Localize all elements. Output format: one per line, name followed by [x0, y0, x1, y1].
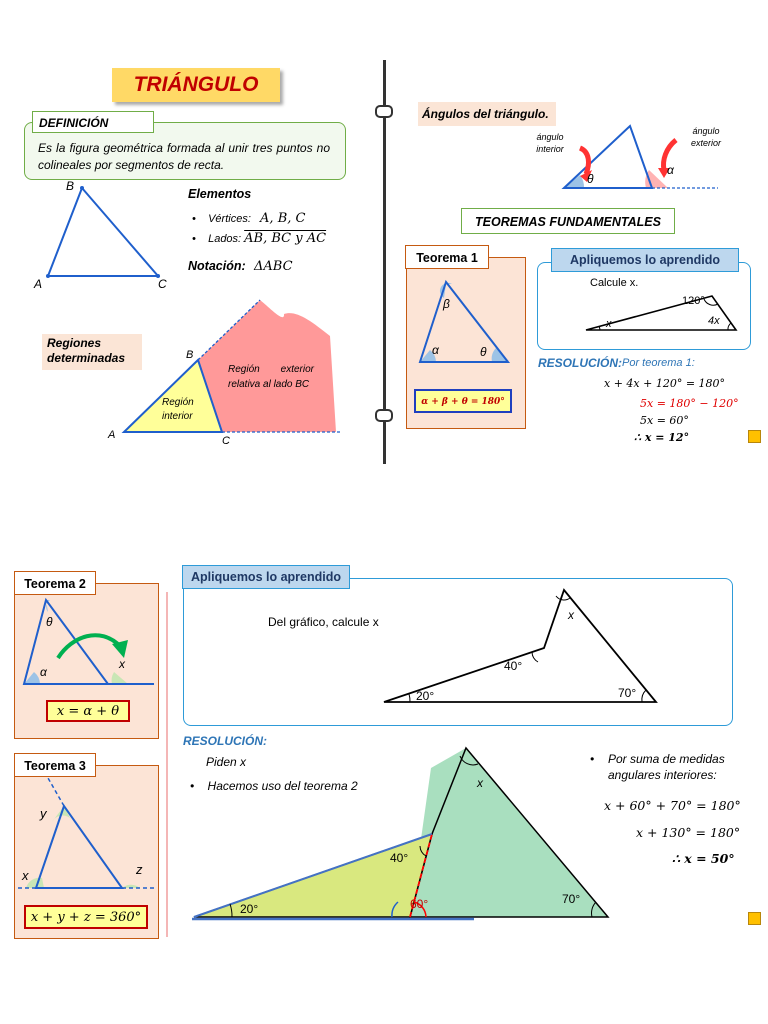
resolucion1-method: Por teorema 1:: [622, 357, 695, 369]
resolucion1-line2: 5x = 180° − 120°: [640, 397, 739, 410]
binder-ring-top: [375, 105, 393, 118]
region-exterior-label: Región exterior relativa al lado BC: [228, 364, 314, 390]
angulo-exterior-label: ángulo exterior: [690, 126, 721, 148]
resolucion2-line1: x + 60° + 70° = 180°: [604, 798, 741, 813]
page-title: TRIÁNGULO: [112, 68, 280, 102]
divider-line: [166, 592, 168, 937]
corner-square-top: [748, 430, 761, 443]
teorema2-label: Teorema 2: [14, 571, 96, 595]
resolucion2-step2: • Por suma de medidas angulares interiores:: [590, 751, 740, 783]
binder-ring-bottom: [375, 409, 393, 422]
definition-text: Es la figura geométrica formada al unir tres puntos no colineales por segmentos de recta.: [38, 141, 330, 172]
apliquemos2-prompt: Del gráfico, calcule x: [268, 615, 379, 629]
angles-figure: [558, 120, 723, 195]
resolucion2-fig-x: x: [477, 776, 483, 790]
region-vertex-c: C: [222, 435, 230, 447]
resolucion2-step1: • Hacemos uso del teorema 2: [190, 779, 358, 793]
teorema1-alpha: α: [432, 343, 439, 357]
teorema3-z: z: [136, 862, 143, 877]
apliquemos2-a20: 20°: [416, 689, 435, 703]
teorema3-x: x: [22, 868, 29, 883]
apliquemos1-angle-right: 4x: [708, 315, 720, 327]
apliquemos1-label: Apliquemos lo aprendido: [551, 248, 739, 272]
vertices-row: • Vértices: A, B, C: [192, 211, 306, 226]
corner-square-bottom: [748, 912, 761, 925]
teoremas-heading: TEOREMAS FUNDAMENTALES: [461, 208, 675, 234]
resolucion1-label: RESOLUCIÓN:: [538, 356, 622, 370]
apliquemos2-x: x: [568, 608, 574, 622]
vertex-a-label: A: [34, 277, 43, 291]
vertices-value: A, B, C: [260, 211, 306, 226]
region-vertex-b: B: [186, 349, 194, 361]
lados-row: • Lados: AB, BC y AC: [192, 231, 327, 246]
resolucion2-fig-a40: 40°: [390, 851, 409, 865]
teorema1-triangle: [412, 276, 518, 368]
resolucion1-line1: x + 4x + 120° = 180°: [604, 377, 726, 390]
lados-label: Lados:: [208, 233, 242, 245]
triangle-abc-figure: [30, 178, 180, 293]
elementos-heading: Elementos: [188, 187, 252, 201]
apliquemos2-a70: 70°: [618, 686, 637, 700]
resolucion1-line4: ∴ x = 12°: [634, 431, 690, 444]
teorema1-theta: θ: [480, 345, 487, 359]
teorema3-y: y: [40, 806, 47, 821]
teorema2-alpha: α: [40, 665, 47, 679]
apliquemos2-label: Apliquemos lo aprendido: [182, 565, 350, 589]
teorema3-label: Teorema 3: [14, 753, 96, 777]
resolucion2-fig-a20: 20°: [240, 902, 259, 916]
region-interior-label: Región interior: [162, 397, 194, 422]
resolucion2-step1-text: Hacemos uso del teorema 2: [207, 779, 358, 793]
resolucion2-fig-a60: 60°: [410, 897, 429, 911]
resolucion2-line2: x + 130° = 180°: [636, 825, 741, 840]
resolucion2-figure: [188, 744, 612, 926]
notacion-label: Notación:: [188, 259, 246, 273]
teorema3-formula: x + y + z = 360°: [24, 905, 148, 929]
apliquemos1-prompt: Calcule x.: [590, 277, 639, 289]
teorema2-formula: x = α + θ: [46, 700, 130, 722]
vertices-label: Vértices:: [208, 213, 251, 225]
teorema2-x: x: [119, 657, 125, 671]
angulos-heading: Ángulos del triángulo.: [418, 102, 556, 126]
resolucion1-line3: 5x = 60°: [640, 414, 689, 427]
teorema2-triangle: [20, 596, 156, 690]
teorema3-triangle: [18, 774, 156, 894]
resolucion2-step2-text: Por suma de medidas angulares interiores:: [608, 752, 725, 782]
teorema1-beta: β: [443, 297, 450, 311]
teorema2-theta: θ: [46, 615, 53, 629]
resolucion2-line3: ∴ x = 50°: [672, 851, 735, 866]
teorema1-label: Teorema 1: [405, 245, 489, 269]
vertex-b-label: B: [66, 179, 75, 193]
angles-alpha: α: [667, 163, 674, 177]
apliquemos1-angle-left: x: [606, 318, 612, 330]
regiones-heading: Regiones determinadas: [42, 334, 142, 370]
teorema1-formula: α + β + θ = 180°: [414, 389, 512, 413]
definition-label: DEFINICIÓN: [32, 111, 154, 133]
resolucion2-label: RESOLUCIÓN:: [183, 734, 267, 748]
lados-value: AB, BC y AC: [244, 231, 327, 246]
apliquemos2-a40: 40°: [504, 659, 523, 673]
resolucion2-fig-a70: 70°: [562, 892, 581, 906]
angles-theta: θ: [587, 172, 594, 186]
region-vertex-a: A: [108, 429, 116, 441]
apliquemos1-angle-top: 120°: [682, 295, 705, 307]
binder-spine: [383, 60, 386, 464]
vertex-c-label: C: [158, 277, 167, 291]
angulo-interior-label: ángulo interior: [536, 132, 564, 154]
notacion-value: ΔABC: [254, 259, 293, 274]
resolucion2-piden: Piden x: [206, 755, 247, 769]
apliquemos1-triangle: [580, 284, 740, 334]
apliquemos2-figure: [380, 586, 662, 708]
